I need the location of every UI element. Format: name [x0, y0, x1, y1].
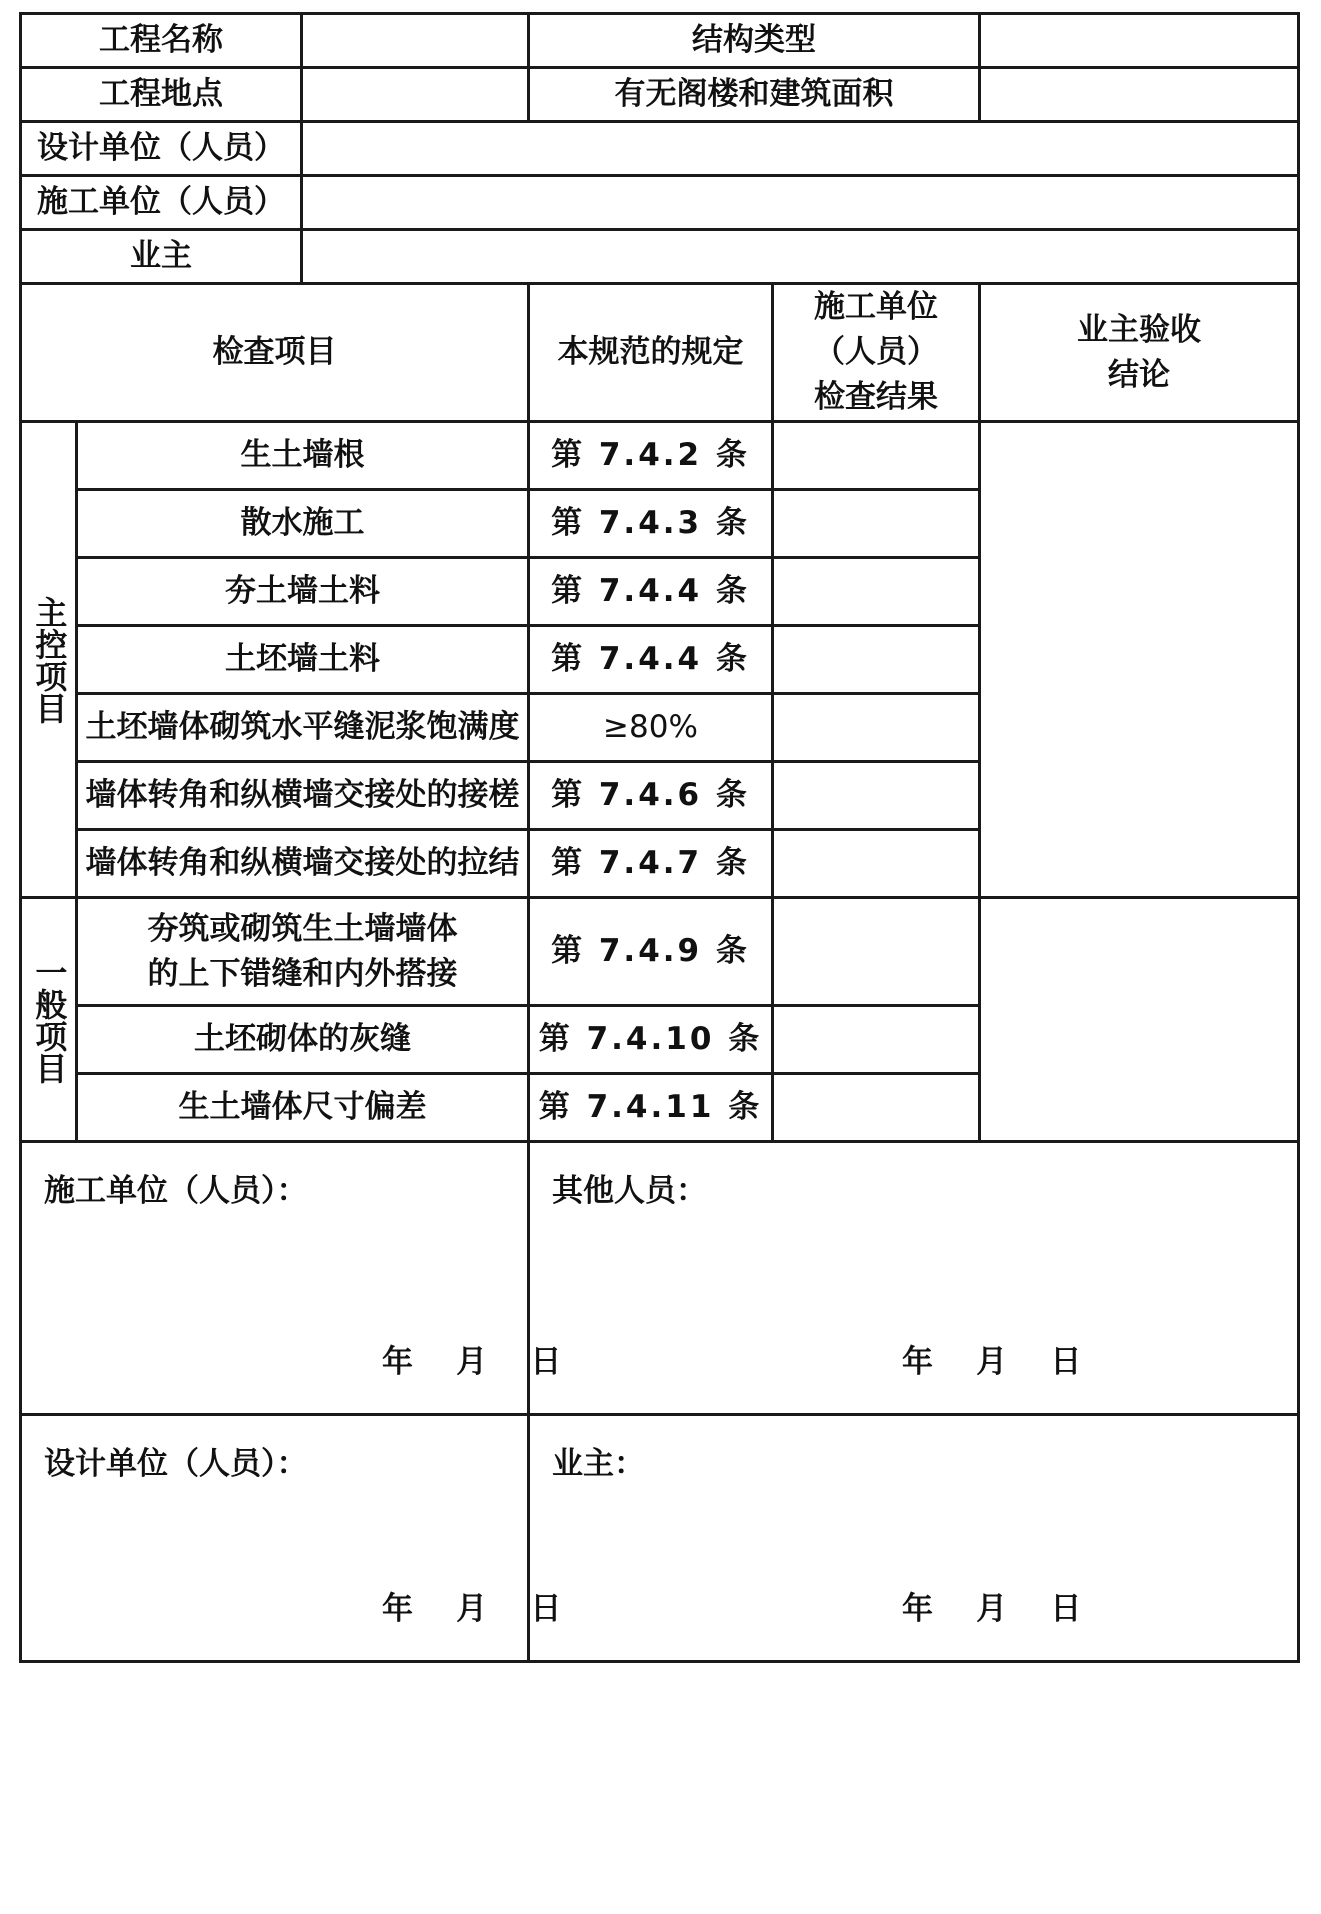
- owner-signature-label: 业主：: [552, 1446, 645, 1482]
- inspection-item: 土坯墙土料: [77, 626, 529, 694]
- construction-unit-value[interactable]: [302, 176, 1299, 230]
- design-unit-signature-box[interactable]: [21, 1415, 562, 1662]
- design-unit-value[interactable]: [302, 122, 1299, 176]
- owner-label: 业主: [21, 230, 302, 284]
- construction-result-cell[interactable]: [773, 1074, 980, 1142]
- design-unit-label: 设计单位（人员）: [21, 122, 302, 176]
- construction-result-cell[interactable]: [773, 490, 980, 558]
- inspection-item: 生土墙根: [77, 422, 529, 490]
- construction-unit-signature-label: 施工单位（人员）：: [44, 1173, 308, 1209]
- construction-result-cell[interactable]: [773, 626, 980, 694]
- construction-result-cell[interactable]: [773, 1006, 980, 1074]
- main-control-group-label: [21, 422, 77, 898]
- code-provision: 第 7.4.11 条: [529, 1074, 773, 1142]
- project-location-value[interactable]: [302, 68, 529, 122]
- header-construction-result-line3: 检查结果: [814, 378, 938, 415]
- table-row: [21, 898, 1299, 1006]
- code-provision: ≥80%: [529, 694, 773, 762]
- table-row: [21, 422, 1299, 490]
- attic-area-label: 有无阁楼和建筑面积: [529, 68, 980, 122]
- info-row-owner: [21, 230, 1299, 284]
- code-provision: 第 7.4.6 条: [529, 762, 773, 830]
- inspection-item: [77, 898, 529, 1006]
- project-name-label: 工程名称: [21, 14, 302, 68]
- signature-date: 年 月 日: [902, 1344, 1082, 1381]
- code-provision: 第 7.4.3 条: [529, 490, 773, 558]
- owner-value[interactable]: [302, 230, 1299, 284]
- header-code-provision: 本规范的规定: [529, 284, 773, 422]
- header-inspection-item: 检查项目: [21, 284, 529, 422]
- signature-date: 年 月 日: [382, 1344, 562, 1381]
- inspection-item: 土坯墙体砌筑水平缝泥浆饱满度: [77, 694, 529, 762]
- construction-unit-label: 施工单位（人员）: [21, 176, 302, 230]
- info-row-project-location: [21, 68, 1299, 122]
- owner-conclusion-cell-general[interactable]: [980, 898, 1299, 1142]
- main-control-group-text: 主控项目: [30, 595, 69, 724]
- inspection-item: 生土墙体尺寸偏差: [77, 1074, 529, 1142]
- signature-row-1: [21, 1142, 1299, 1415]
- signature-date: 年 月 日: [382, 1591, 562, 1628]
- attic-area-value[interactable]: [980, 68, 1299, 122]
- inspection-item: 墙体转角和纵横墙交接处的拉结: [77, 830, 529, 898]
- design-unit-signature-label: 设计单位（人员）：: [44, 1446, 308, 1482]
- inspection-item-line2: 的上下错缝和内外搭接: [147, 955, 458, 992]
- structure-type-label: 结构类型: [529, 14, 980, 68]
- header-row: [21, 284, 1299, 422]
- header-construction-result-line1: 施工单位: [814, 289, 938, 326]
- info-row-design-unit: [21, 122, 1299, 176]
- structure-type-value[interactable]: [980, 14, 1299, 68]
- general-group-text: 一般项目: [30, 955, 69, 1084]
- code-provision: 第 7.4.10 条: [529, 1006, 773, 1074]
- info-row-project-name: [21, 14, 1299, 68]
- signature-row-2: [21, 1415, 1299, 1662]
- signature-date: 年 月 日: [902, 1591, 1082, 1628]
- project-location-label: 工程地点: [21, 68, 302, 122]
- header-owner-conclusion: [980, 284, 1299, 422]
- inspection-item: 散水施工: [77, 490, 529, 558]
- inspection-item: 土坯砌体的灰缝: [77, 1006, 529, 1074]
- construction-result-cell[interactable]: [773, 898, 980, 1006]
- code-provision: 第 7.4.9 条: [529, 898, 773, 1006]
- owner-signature-box[interactable]: [529, 1415, 1299, 1662]
- other-personnel-signature-box[interactable]: [529, 1142, 1299, 1415]
- code-provision: 第 7.4.4 条: [529, 626, 773, 694]
- inspection-item: 夯土墙土料: [77, 558, 529, 626]
- inspection-form-table: [19, 12, 1300, 1663]
- construction-unit-signature-box[interactable]: [21, 1142, 562, 1415]
- header-construction-result: [773, 284, 980, 422]
- inspection-item-line1: 夯筑或砌筑生土墙墙体: [147, 910, 458, 947]
- construction-result-cell[interactable]: [773, 694, 980, 762]
- construction-result-cell[interactable]: [773, 762, 980, 830]
- info-row-construction-unit: [21, 176, 1299, 230]
- project-name-value[interactable]: [302, 14, 529, 68]
- header-owner-conclusion-line2: 结论: [1108, 356, 1170, 393]
- owner-conclusion-cell-main[interactable]: [980, 422, 1299, 898]
- construction-result-cell[interactable]: [773, 558, 980, 626]
- construction-result-cell[interactable]: [773, 830, 980, 898]
- general-group-label: [21, 898, 77, 1142]
- header-construction-result-line2: （人员）: [814, 334, 938, 371]
- code-provision: 第 7.4.2 条: [529, 422, 773, 490]
- construction-result-cell[interactable]: [773, 422, 980, 490]
- other-personnel-signature-label: 其他人员：: [552, 1173, 707, 1209]
- inspection-item: 墙体转角和纵横墙交接处的接槎: [77, 762, 529, 830]
- code-provision: 第 7.4.4 条: [529, 558, 773, 626]
- header-owner-conclusion-line1: 业主验收: [1077, 311, 1201, 348]
- code-provision: 第 7.4.7 条: [529, 830, 773, 898]
